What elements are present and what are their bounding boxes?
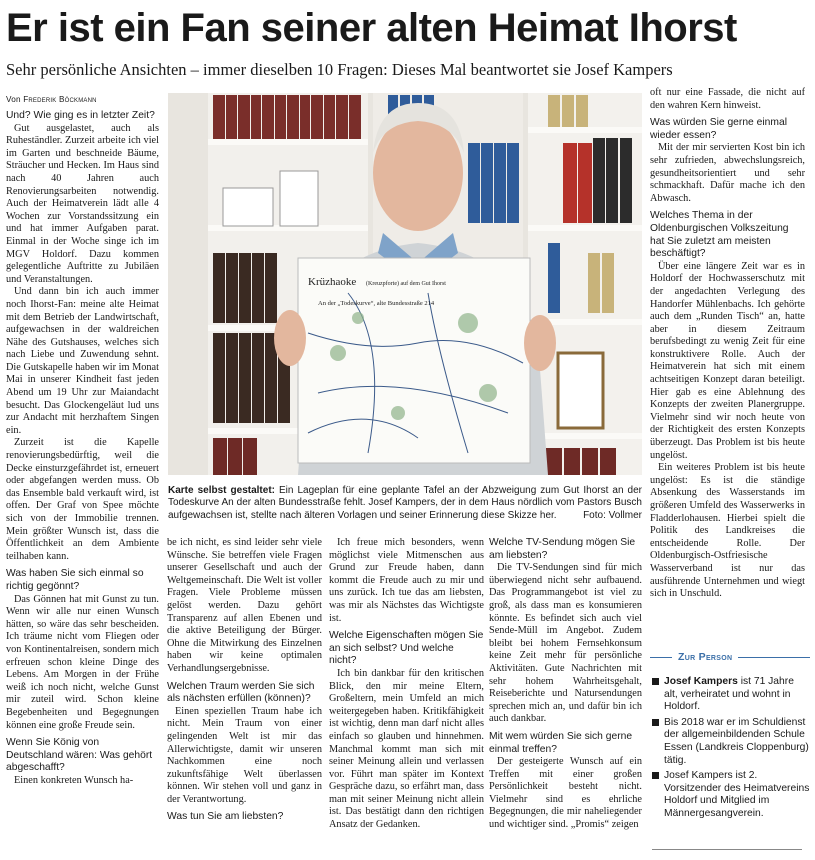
caption-text: Ein Lageplan für eine geplante Tafel an der Abzweigung zum Gut Ihorst an der Todeskurve An der alten Bundesstraße fehlt. Josef Kampers, der in dem Haus nördlich vom Pastors Busch aufgewachsen ist, stellte nach älteren Vorlagen und seiner Erinnerung diese Skizze her. (168, 485, 642, 521)
author-prefix: Von (6, 95, 21, 104)
bullet-icon (652, 678, 659, 685)
person-item-text: Bis 2018 war er im Schuldienst der allgemeinbildenden Schule Essen (Landkreis Cloppenburg) tätig. (664, 716, 809, 766)
person-list-item (650, 770, 810, 820)
person-heading-text: Zur Person (678, 651, 733, 663)
answer-paragraph: Ich bin dankbar für den kritischen Blick, den mir meine Eltern, Großeltern, mein Umfeld an mich weitergegeben haben. Kritikfähigkeit ist wichtig, denn man darf nicht alles einfach so glauben und hinnehmen. Manchmal kommt man sich mit seiner Meinung allein und verlassen vor. Führt man später im Kontext Gespräche dazu, so erfährt man, dass man mit seiner Meinung nicht allein ist. Das bestätigt dann den richtigen Ansatz der Gedanken. (329, 667, 484, 831)
person-list-item (650, 676, 810, 714)
question: Welche TV-Sendung mögen Sie am liebsten? (489, 537, 636, 561)
question: Was würden Sie gerne einmal wieder essen? (650, 117, 787, 141)
answer-paragraph: Einen speziellen Traum habe ich nicht. Mein Traum von einer gelingenden Welt ist mir das Allerwichtigste, damit wir unseren Nachkommen eine noch zukunftsfähige Welt überlassen können. Wir stehen voll und ganz in der Verantwortung. (167, 705, 322, 805)
answer-paragraph: Und dann bin ich auch immer noch Ihorst-Fan: meine alte Heimat mit dem Betrieb der Landwirtschaft, aufgewachsen in der waldreichen Nähe des Gutshauses, welches sich nach Liebe und Zuwendung sehnt. Die Gutskapelle haben wir im Monat Mai in unserer Kindheit fast jeden Abend um 19 Uhr zur Maiandacht besucht. Das Glockengeläut lud uns zur Andacht mit herzhaftem Singen ein. (6, 286, 159, 436)
person-name: Josef Kampers (664, 676, 738, 687)
bullet-icon (652, 719, 659, 726)
person-item-text: ist 71 Jahre alt, verheiratet und wohnt in Holdorf. (664, 676, 794, 713)
column-4 (489, 537, 642, 859)
map-subtitle: An der „Todeskurve“, alte Bundesstraße 214 (318, 300, 435, 307)
question: Mit wem würden Sie sich gerne einmal treffen? (489, 730, 633, 755)
map-title-note: (Kreuzpforte) auf dem Gut Ihorst (366, 281, 446, 287)
person-box (650, 648, 810, 824)
caption-title: Karte selbst gestaltet: (168, 485, 275, 496)
answer-paragraph: Das Gönnen hat mit Gunst zu tun. Wenn wir alle nur einen Wunsch hätten, so wäre das sehr bescheiden. Ich träume nicht vom Fliegen oder von Kontinentalreisen, sondern mich erfreuen schon kleine Dinge des Lebens. Am Morgen in der Frühe weiß ich noch nicht, welche Gunst mir zuteil wird. Schon kleine Begebenheiten und Begegnungen können eine große Freude sein. (6, 593, 159, 731)
question: Was haben Sie sich einmal so richtig gegönnt? (6, 568, 144, 592)
person-heading (650, 648, 810, 666)
person-list-item (650, 717, 810, 767)
question: Welche Eigenschaften mögen Sie an sich selbst? Und welche nicht? (329, 630, 484, 667)
heading-rule-right (738, 657, 810, 658)
answer-paragraph: Die TV-Sendungen sind für mich überwiegend nicht sehr aufbauend. Das Programmangebot ist viel zu groß, als dass man es konsumieren könnte. Es befindet sich auch viel Sende-Müll im Angebot. Zudem bleibt bei hohem Fernsehkonsum keine Zeit mehr für persönliche Aktivitäten. Gute Nachrichten mit sehr hohem Wahrheitsgehalt, Reiseberichte und Natursendungen sprechen mich an, und dafür bin ich auch dankbar. (489, 562, 642, 725)
answer-paragraph: Gut ausgelastet, auch als Ruheständler. Zurzeit arbeite ich viel im Garten und beschneide Bäume, Sträucher und Hecken. Im Haus sind nach 40 Jahren auch Renovierungsarbeiten notwendig. Auch der Heimatverein lädt alle 4 Wochen zur Vorstandssitzung ein und hat immer Aufgaben parat. Einmal in der Woche singe ich im MGV Holdorf. Dazu kommen gelegentliche Auftritte zu Jubiläen und Veranstaltungen. (6, 122, 159, 285)
answer-paragraph: Mit der mir servierten Kost bin ich sehr zufrieden, abwechslungsreich, gesundheitsorientiert und sehr schmackhaft. Dafür mache ich den Abwasch. (650, 142, 805, 204)
answer-paragraph: Zurzeit ist die Kapelle renovierungsbedürftig, weil die Decke einsturzgefährdet ist, erneuert oder abgefangen werden muss. Ob das Ensemble bald verkauft wird, ist offen. Der Graf von Spee möchte sich von der Immobilie trennen. Mein größter Wunsch ist, dass die Öffentlichkeit an dem Ambiente teilhaben kann. (6, 437, 159, 562)
bullet-icon (652, 772, 659, 779)
bottom-rule (652, 849, 802, 850)
question: Und? Wie ging es in letzter Zeit? (6, 110, 155, 121)
author-line (6, 94, 159, 106)
subline: Sehr persönliche Ansichten – immer dieselben 10 Fragen: Dieses Mal beantwortet sie Josef Kampers (6, 60, 673, 79)
photo-caption (168, 485, 642, 522)
person-list (650, 676, 810, 821)
column-2 (167, 537, 322, 859)
answer-paragraph: Ein weiteres Problem ist bis heute ungelöst: Es ist die ständige Absenkung des Wasserstands im größeren Umfeld des Wasserwerks in Fladderlohausen. Hierbei spielt die Politik des Landkreises die entscheidende Rolle. Der Oldenburgisch-Ostfriesische Wasserverband ist nur das ausführende Unternehmen und wiegt sich in Unschuld. (650, 462, 805, 600)
headline: Er ist ein Fan seiner alten Heimat Ihorst (6, 6, 737, 50)
answer-paragraph: Einen konkreten Wunsch ha- (14, 774, 134, 786)
question: Was tun Sie am liebsten? (167, 811, 284, 823)
question: Welchen Traum werden Sie sich als nächsten erfüllen (können)? (167, 680, 315, 705)
answer-paragraph: be ich nicht, es sind leider sehr viele Wünsche. Sie betreffen viele Fragen unserer Gesellschaft und auch der Weltgemeinschaft. Die Welt ist voller Fragen. Viele Probleme müssen gelöst werden. Dazu gehört Transparenz auf allen Ebenen und die aktive Beteiligung der Bürger. Ohne die Mitwirkung des Einzelnen haben wir keine optimalen Verhandlungsergebnisse. (167, 537, 322, 674)
photo-credit: Foto: Vollmer (583, 509, 642, 521)
answer-paragraph: Der gesteigerte Wunsch auf ein Treffen mit einer großen Persönlichkeit besteht nicht. Vielmehr sind es ehrliche Begegnungen, die mir naheliegender und wichtiger sind. „Promis“ zeigen (489, 756, 642, 831)
map-title: Krüzhaoke (308, 276, 357, 288)
heading-rule-left (650, 657, 672, 658)
question: Wenn Sie König von Deutschland wären: Was gehört abgeschafft? (6, 737, 153, 774)
person-item-text: Josef Kampers ist 2. Vorsitzender des Heimatvereins Holdorf und Mitglied im Männergesangverein. (664, 770, 810, 819)
answer-paragraph: oft nur eine Fassade, die nicht auf den wahren Kern hinweist. (650, 87, 805, 111)
author-name: Frederik Böckmann (23, 95, 97, 104)
column-1 (6, 94, 159, 858)
photo-illustration (168, 93, 642, 475)
column-5 (650, 87, 805, 643)
photo (168, 93, 642, 475)
question: Welches Thema in der Oldenburgischen Volkszeitung hat Sie zuletzt am meisten beschäftigt? (650, 210, 789, 260)
column-3 (329, 537, 484, 859)
answer-paragraph: Über eine längere Zeit war es in Holdorf der Hochwasserschutz mit der angedachten Verlegung des Handorfer Mühlenbachs. Ich gehörte auch dem „Runden Tisch“ an, hatte aber in diesem Zeitraum berufsbedingt zu wenig Zeit für eine konstruktivere Rolle. Auch der Heimatverein hat sich mit einem achtseitigen Konzept daran beteiligt. Hier gab es eine Ablehnung des Konzepts der zweiten Planergruppe. Vielmehr sind wir noch heute von der Richtigkeit des ersten Konzepts überzeugt. Das Problem ist bis heute ungelöst. (650, 260, 805, 461)
answer-paragraph: Ich freue mich besonders, wenn möglichst viele Mitmenschen aus Grund zur Freude haben, dann kommt die Freude auch zu mir und uns zurück. Ich tue das am liebsten, was mir als Nächstes das Wichtigste ist. (329, 537, 484, 624)
